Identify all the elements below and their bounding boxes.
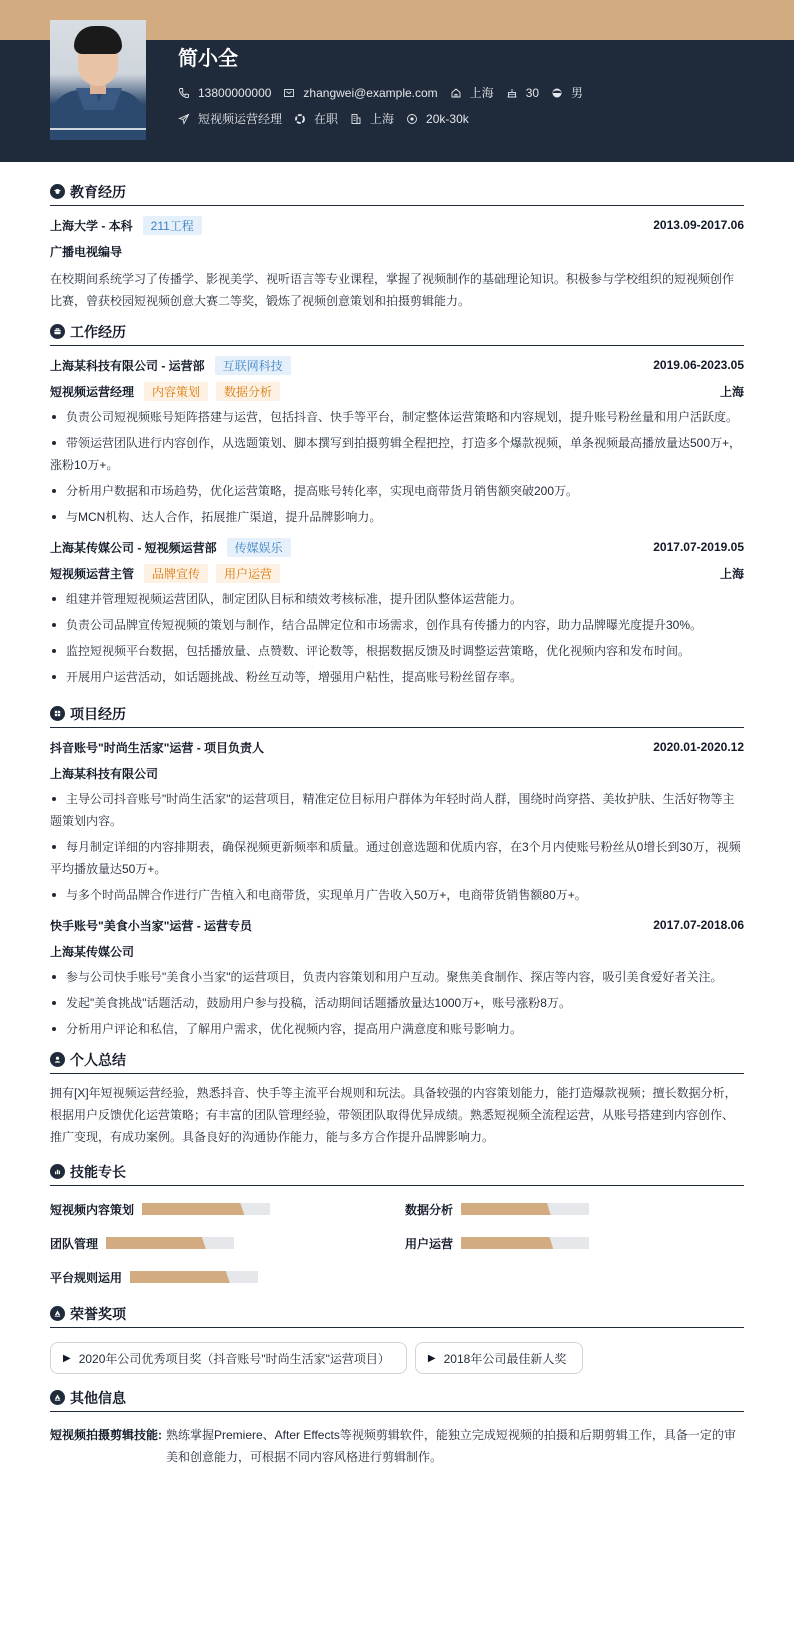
awards-section bbox=[50, 1302, 744, 1374]
award-text: 2018年公司最佳新人奖 bbox=[443, 1351, 567, 1366]
email-text: zhangwei@example.com bbox=[303, 85, 438, 100]
candidate-name: 简小全 bbox=[178, 48, 238, 70]
project-entry bbox=[50, 736, 744, 906]
education-description: 在校期间系统学习了传播学、影视美学、视听语言等专业课程，掌握了视频制作的基础理论知识。积极参与学校组织的短视频创作比赛，曾获校园短视频创意大赛二等奖，锻炼了视频创意策划和拍摄剪辑能力。 bbox=[50, 272, 735, 308]
skill-item bbox=[405, 1200, 735, 1218]
age-text: 30 bbox=[525, 85, 540, 100]
project-entry bbox=[50, 914, 744, 1040]
list-item: 监控短视频平台数据，包括播放量、点赞数、评论数等，根据数据反馈及时调整运营策略，优化视频内容和发布时间。 bbox=[50, 640, 744, 662]
project-company: 上海某传媒公司 bbox=[50, 944, 135, 959]
list-item: 组建并管理短视频运营团队，制定团队目标和绩效考核标准，提升团队整体运营能力。 bbox=[50, 588, 744, 610]
graduation-cap-icon bbox=[50, 184, 65, 199]
triangle-right-icon: ▶ bbox=[63, 1352, 71, 1364]
major-name: 广播电视编导 bbox=[50, 244, 123, 259]
project-date: 2020.01-2020.12 bbox=[653, 740, 744, 754]
work-date: 2019.06-2023.05 bbox=[653, 358, 744, 372]
project-name: 快手账号"美食小当家"运营 - 运营专员 bbox=[50, 918, 253, 933]
target-job-info bbox=[178, 110, 282, 127]
section-header bbox=[50, 1386, 744, 1412]
section-header bbox=[50, 1048, 744, 1074]
city-info bbox=[350, 110, 394, 127]
awards-list bbox=[50, 1342, 744, 1374]
skill-bar bbox=[142, 1203, 270, 1215]
education-section bbox=[50, 180, 744, 312]
job-info-row bbox=[178, 110, 481, 127]
skill-bar bbox=[130, 1271, 258, 1283]
user-icon bbox=[50, 1052, 65, 1067]
work-bullets bbox=[50, 406, 744, 528]
list-item: 带领运营团队进行内容创作，从选题策划、脚本撰写到拍摄剪辑全程把控，打造多个爆款视频，单条视频最高播放量达500万+，涨粉10万+。 bbox=[50, 432, 744, 476]
avatar-photo bbox=[50, 20, 146, 140]
section-title: 荣誉奖项 bbox=[70, 1305, 126, 1322]
section-header bbox=[50, 1160, 744, 1186]
age-icon bbox=[506, 87, 518, 99]
skill-item bbox=[50, 1268, 405, 1286]
award-chip[interactable] bbox=[415, 1342, 583, 1374]
section-header bbox=[50, 702, 744, 728]
summary-text: 拥有[X]年短视频运营经验，熟悉抖音、快手等主流平台规则和玩法。具备较强的内容策划能力，能打造爆款视频；擅长数据分析，根据用户反馈优化运营策略；有丰富的团队管理经验，带领团队取得优异成绩。熟悉短视频全流程运营，从账号搭建到内容创作、推广变现，有成功案例。具备良好的沟通协作能力，能与多方合作提升品牌影响力。 bbox=[50, 1086, 737, 1144]
resume-body bbox=[0, 162, 794, 1488]
skill-fill bbox=[461, 1203, 551, 1215]
project-bullets bbox=[50, 966, 744, 1040]
skill-item bbox=[50, 1234, 405, 1252]
skill-fill bbox=[106, 1237, 206, 1249]
skill-bar bbox=[461, 1203, 589, 1215]
section-title: 项目经历 bbox=[70, 705, 126, 722]
work-location: 上海 bbox=[719, 384, 744, 399]
skill-name: 用户运营 bbox=[405, 1236, 454, 1251]
grid-icon bbox=[50, 706, 65, 721]
award-chip[interactable] bbox=[50, 1342, 407, 1374]
list-item: 每月制定详细的内容排期表，确保视频更新频率和质量。通过创意选题和优质内容，在3个月内使账号粉丝从0增长到30万，视频平均播放量达50万+。 bbox=[50, 836, 744, 880]
work-entry bbox=[50, 354, 744, 528]
skill-bar bbox=[106, 1237, 234, 1249]
work-date: 2017.07-2019.05 bbox=[653, 540, 744, 554]
skills-section bbox=[50, 1160, 744, 1286]
skills-grid bbox=[50, 1200, 744, 1286]
skill-name: 短视频内容策划 bbox=[50, 1202, 135, 1217]
skill-fill bbox=[461, 1237, 553, 1249]
job-role: 短视频运营经理 bbox=[50, 384, 135, 399]
section-title: 技能专长 bbox=[70, 1163, 126, 1180]
skill-item bbox=[50, 1200, 405, 1218]
school-tag: 211工程 bbox=[143, 216, 202, 235]
age-info bbox=[506, 86, 539, 100]
status-icon bbox=[294, 113, 306, 125]
salary-icon bbox=[406, 113, 418, 125]
project-date: 2017.07-2018.06 bbox=[653, 918, 744, 932]
other-section bbox=[50, 1386, 744, 1468]
list-item: 分析用户评论和私信，了解用户需求，优化视频内容，提高用户满意度和账号影响力。 bbox=[50, 1018, 744, 1040]
skill-fill bbox=[130, 1271, 230, 1283]
award-icon bbox=[50, 1306, 65, 1321]
contact-row bbox=[178, 84, 595, 101]
work-location: 上海 bbox=[719, 566, 744, 581]
skill-name: 平台规则运用 bbox=[50, 1270, 123, 1285]
skill-tag: 数据分析 bbox=[216, 382, 280, 401]
list-item: 分析用户数据和市场趋势，优化运营策略，提高账号转化率，实现电商带货月销售额突破200万。 bbox=[50, 480, 744, 502]
salary-info bbox=[406, 112, 469, 126]
other-item bbox=[50, 1424, 744, 1468]
chart-icon bbox=[50, 1164, 65, 1179]
resume-header bbox=[0, 40, 794, 162]
section-header bbox=[50, 180, 744, 206]
skill-item bbox=[405, 1234, 735, 1252]
list-item: 参与公司快手账号"美食小当家"的运营项目，负责内容策划和用户互动。聚焦美食制作、探店等内容，吸引美食爱好者关注。 bbox=[50, 966, 744, 988]
list-item: 发起"美食挑战"话题活动，鼓励用户参与投稿，活动期间话题播放量达1000万+，账号涨粉8万。 bbox=[50, 992, 744, 1014]
city-text: 上海 bbox=[370, 112, 395, 126]
phone-icon bbox=[178, 87, 190, 99]
education-date: 2013.09-2017.06 bbox=[653, 218, 744, 232]
list-item: 开展用户运营活动，如话题挑战、粉丝互动等，增强用户粘性，提高账号粉丝留存率。 bbox=[50, 666, 744, 688]
company-name: 上海某科技有限公司 - 运营部 bbox=[50, 358, 205, 373]
projects-section bbox=[50, 702, 744, 1040]
work-section bbox=[50, 320, 744, 688]
triangle-right-icon: ▶ bbox=[427, 1352, 436, 1364]
phone-text: 13800000000 bbox=[198, 85, 272, 100]
list-item: 主导公司抖音账号"时尚生活家"的运营项目，精准定位目标用户群体为年轻时尚人群，围绕时尚穿搭、美妆护肤、生活好物等主题策划内容。 bbox=[50, 788, 744, 832]
list-item: 与MCN机构、达人合作，拓展推广渠道，提升品牌影响力。 bbox=[50, 506, 744, 528]
status-info bbox=[294, 110, 338, 127]
phone-info bbox=[178, 86, 271, 100]
work-bullets bbox=[50, 588, 744, 688]
section-title: 个人总结 bbox=[70, 1051, 126, 1068]
home-text: 上海 bbox=[469, 86, 494, 100]
list-item: 负责公司短视频账号矩阵搭建与运营，包括抖音、快手等平台，制定整体运营策略和内容规划，提升账号粉丝量和用户活跃度。 bbox=[50, 406, 744, 428]
status-text: 在职 bbox=[314, 112, 339, 126]
award-text: 2020年公司优秀项目奖（抖音账号"时尚生活家"运营项目） bbox=[78, 1351, 390, 1366]
skill-fill bbox=[142, 1203, 244, 1215]
skill-bar bbox=[461, 1237, 589, 1249]
job-role: 短视频运营主管 bbox=[50, 566, 135, 581]
other-value: 熟练掌握Premiere、After Effects等视频剪辑软件，能独立完成短视频的拍摄和后期剪辑工作，具备一定的审美和创意能力，可根据不同内容风格进行剪辑制作。 bbox=[166, 1428, 736, 1464]
company-name: 上海某传媒公司 - 短视频运营部 bbox=[50, 540, 217, 555]
skill-name: 数据分析 bbox=[405, 1202, 454, 1217]
skill-tag: 内容策划 bbox=[144, 382, 208, 401]
home-info bbox=[450, 84, 494, 101]
education-entry bbox=[50, 214, 744, 312]
industry-tag: 传媒娱乐 bbox=[227, 538, 291, 557]
industry-tag: 互联网科技 bbox=[215, 356, 291, 375]
other-label: 短视频拍摄剪辑技能: bbox=[50, 1428, 162, 1442]
briefcase-icon bbox=[50, 324, 65, 339]
skill-tag: 用户运营 bbox=[216, 564, 280, 583]
send-icon bbox=[178, 113, 190, 125]
section-title: 其他信息 bbox=[70, 1389, 126, 1406]
section-header bbox=[50, 1302, 744, 1328]
email-info bbox=[283, 86, 437, 100]
skill-tag: 品牌宣传 bbox=[144, 564, 208, 583]
work-entry bbox=[50, 536, 744, 688]
home-icon bbox=[450, 87, 462, 99]
gender-icon bbox=[551, 87, 563, 99]
project-name: 抖音账号"时尚生活家"运营 - 项目负责人 bbox=[50, 740, 265, 755]
skill-name: 团队管理 bbox=[50, 1236, 99, 1251]
target-job-text: 短视频运营经理 bbox=[198, 112, 283, 126]
salary-text: 20k-30k bbox=[426, 111, 469, 126]
mail-icon bbox=[283, 87, 295, 99]
building-icon bbox=[350, 113, 362, 125]
gender-text: 男 bbox=[571, 86, 584, 100]
info-icon bbox=[50, 1390, 65, 1405]
school-name: 上海大学 - 本科 bbox=[50, 218, 133, 233]
project-bullets bbox=[50, 788, 744, 906]
summary-section bbox=[50, 1048, 744, 1148]
section-header bbox=[50, 320, 744, 346]
section-title: 工作经历 bbox=[70, 323, 126, 340]
gender-info bbox=[551, 84, 583, 101]
list-item: 与多个时尚品牌合作进行广告植入和电商带货，实现单月广告收入50万+，电商带货销售额80万+。 bbox=[50, 884, 744, 906]
list-item: 负责公司品牌宣传短视频的策划与制作，结合品牌定位和市场需求，创作具有传播力的内容，助力品牌曝光度提升30%。 bbox=[50, 614, 744, 636]
section-title: 教育经历 bbox=[70, 183, 126, 200]
project-company: 上海某科技有限公司 bbox=[50, 766, 159, 781]
